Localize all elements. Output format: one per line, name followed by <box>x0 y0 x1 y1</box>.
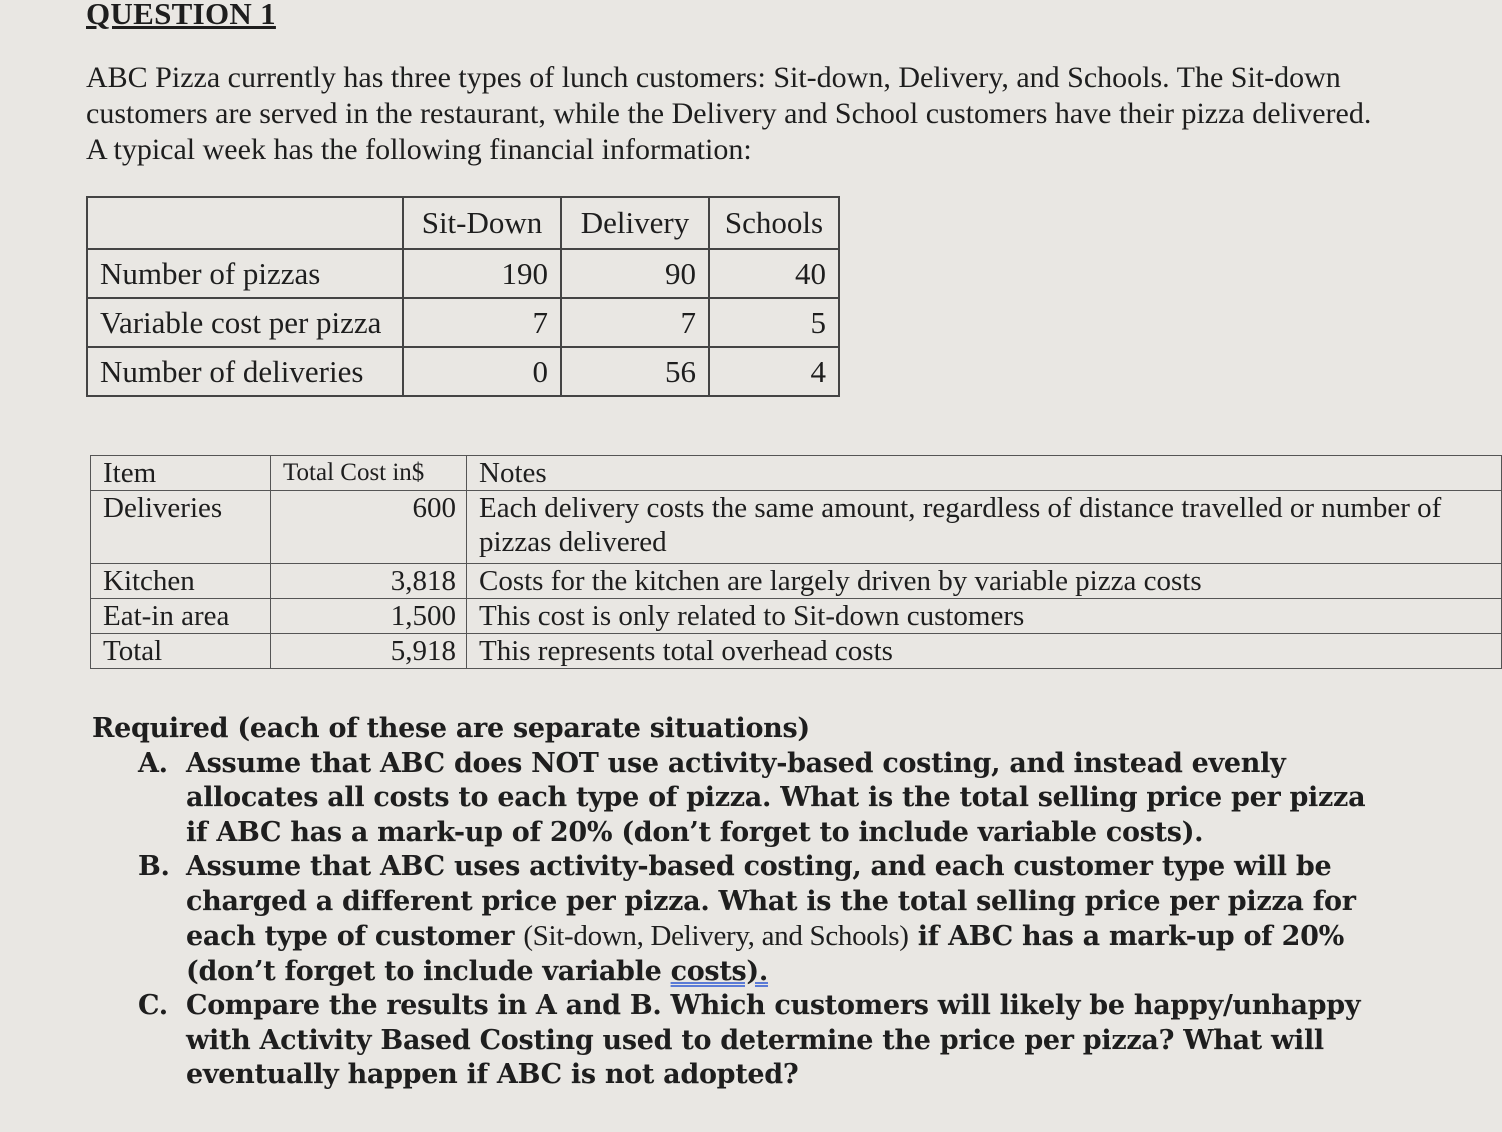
header-notes: Notes <box>467 456 1502 491</box>
table-row <box>87 347 839 396</box>
cost-cell: 3,818 <box>271 564 467 599</box>
cell-value: 7 <box>403 298 561 347</box>
cost-cell: 5,918 <box>271 634 467 669</box>
cell-value: 40 <box>709 249 839 298</box>
required-section <box>92 712 1392 1093</box>
intro-paragraph: ABC Pizza currently has three types of lunch customers: Sit-down, Delivery, and Schools. The Sit-down customers are served in the restaurant, while the Delivery and School customers have their pizza delivered. A typical week has the following financial information: <box>86 61 1372 166</box>
item-text: Compare the results in A and B. Which customers will likely be happy/unhappy with Activity Based Costing used to determine the price per pizza? What will eventually happen if ABC is not adopted? <box>186 990 1361 1090</box>
header-item: Item <box>91 456 271 491</box>
table-header-row <box>91 456 1502 491</box>
overhead-cost-table <box>90 455 1502 669</box>
item-text-part: if ABC has a mark-up of 20% (don’t forget to include variable <box>186 921 1344 987</box>
cell-value: 4 <box>709 347 839 396</box>
item-text-customer-types: (Sit-down, Delivery, and Schools) <box>523 920 909 952</box>
item-cell: Eat-in area <box>91 599 271 634</box>
notes-cell: Each delivery costs the same amount, regardless of distance travelled or number of pizzas delivered <box>467 491 1502 564</box>
header-total-cost: Total Cost in$ <box>271 456 467 491</box>
item-marker: B. <box>138 851 170 882</box>
required-heading: Required (each of these are separate situations) <box>92 713 810 744</box>
table-row <box>91 634 1502 669</box>
item-text-underlined: costs). <box>670 955 768 987</box>
table-row <box>91 491 1502 564</box>
table-row <box>87 249 839 298</box>
row-label: Number of pizzas <box>87 249 403 298</box>
table-row <box>91 564 1502 599</box>
table-row <box>87 298 839 347</box>
header-delivery: Delivery <box>561 197 709 249</box>
cell-value: 5 <box>709 298 839 347</box>
required-item-a <box>92 747 1392 851</box>
cell-value: 90 <box>561 249 709 298</box>
header-sit-down: Sit-Down <box>403 197 561 249</box>
item-marker: A. <box>138 747 168 779</box>
financial-info-table <box>86 196 840 397</box>
cell-value: 7 <box>561 298 709 347</box>
question-title: QUESTION 1 <box>86 0 276 31</box>
notes-cell: This cost is only related to Sit-down customers <box>467 599 1502 634</box>
row-label: Number of deliveries <box>87 347 403 396</box>
required-item-c <box>92 989 1392 1093</box>
table-header-row <box>87 197 839 249</box>
cost-cell: 1,500 <box>271 599 467 634</box>
cell-value: 56 <box>561 347 709 396</box>
row-label: Variable cost per pizza <box>87 298 403 347</box>
header-schools: Schools <box>709 197 839 249</box>
item-cell: Deliveries <box>91 491 271 564</box>
item-text-part: Assume that ABC uses activity-based costing, and each customer type will be charged a different price per pizza. What is the total selling price per pizza for each type of customer <box>186 851 1356 952</box>
required-item-b <box>92 850 1392 989</box>
item-cell: Kitchen <box>91 564 271 599</box>
cell-value: 190 <box>403 249 561 298</box>
item-text: Assume that ABC does NOT use activity-based costing, and instead evenly allocates all costs to each type of pizza. What is the total selling price per pizza if ABC has a mark-up of 20% (don’t forget to include variable costs). <box>186 747 1366 848</box>
notes-cell: Costs for the kitchen are largely driven by variable pizza costs <box>467 564 1502 599</box>
item-cell: Total <box>91 634 271 669</box>
cost-cell: 600 <box>271 491 467 564</box>
header-cell-empty <box>87 197 403 249</box>
cell-value: 0 <box>403 347 561 396</box>
table-row <box>91 599 1502 634</box>
item-marker: C. <box>138 990 168 1021</box>
notes-cell: This represents total overhead costs <box>467 634 1502 669</box>
